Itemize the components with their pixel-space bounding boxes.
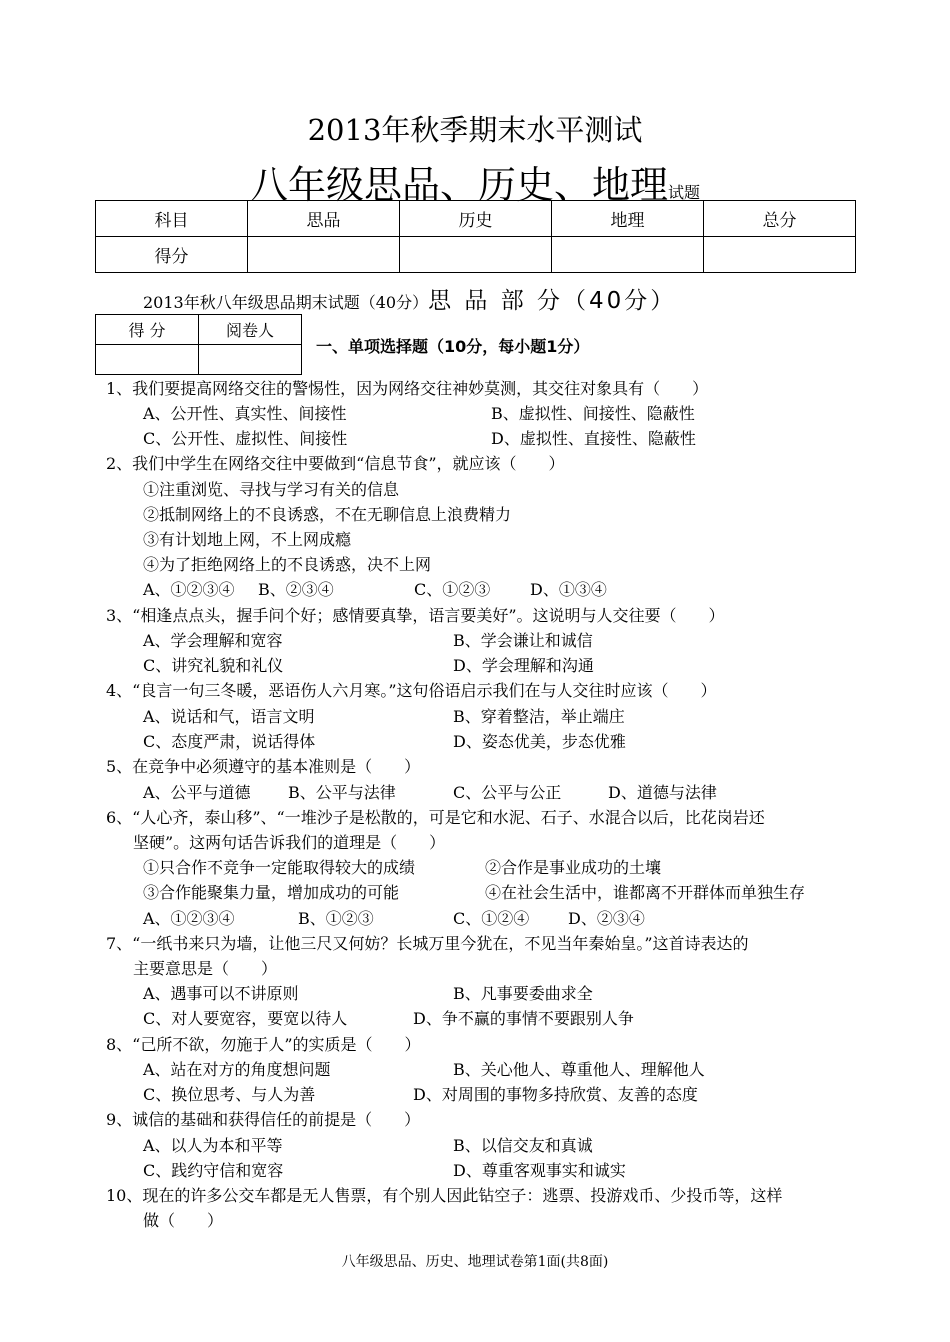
question-line: B、以信交友和真诚: [453, 1136, 593, 1155]
question-line: 8、“己所不欲，勿施于人”的实质是（ ）: [106, 1035, 421, 1054]
question-line: ③合作能聚集力量，增加成功的可能: [143, 883, 400, 902]
score-cell[interactable]: [704, 237, 856, 273]
question-line: D、对周围的事物多持欣赏、友善的态度: [413, 1085, 698, 1104]
question-line: ②抵制网络上的不良诱惑，不在无聊信息上浪费精力: [143, 505, 512, 524]
question-line: C、换位思考、与人为善: [143, 1085, 316, 1104]
question-line: ③有计划地上网，不上网成瘾: [143, 530, 352, 549]
question-line: C、①②④: [453, 909, 530, 928]
question-line: ①注重浏览、寻找与学习有关的信息: [143, 480, 400, 499]
question-line: A、以人为本和平等: [143, 1136, 283, 1155]
question-line: A、①②③④: [143, 909, 235, 928]
question-line: 9、诚信的基础和获得信任的前提是（ ）: [106, 1110, 421, 1129]
grader-name-label: 阅卷人: [199, 315, 302, 345]
score-cell[interactable]: [400, 237, 552, 273]
question-line: C、讲究礼貌和礼仪: [143, 656, 284, 675]
section-title: 思 品 部 分（40分）: [428, 288, 677, 314]
question-line: D、虚拟性、直接性、隐蔽性: [491, 429, 696, 448]
question-line: C、公开性、虚拟性、间接性: [143, 429, 348, 448]
question-line: B、①②③: [298, 909, 374, 928]
question-line: B、②③④: [258, 580, 334, 599]
question-line: C、态度严肃，说话得体: [143, 732, 316, 751]
score-cell[interactable]: [248, 237, 400, 273]
question-line: 主要意思是（ ）: [133, 959, 278, 978]
question-line: B、凡事要委曲求全: [453, 984, 593, 1003]
question-line: D、①③④: [530, 580, 607, 599]
question-line: A、说话和气，语言文明: [143, 707, 315, 726]
question-line: D、尊重客观事实和诚实: [453, 1161, 626, 1180]
question-line: 5、在竞争中必须遵守的基本准则是（ ）: [106, 757, 421, 776]
question-line: 1、我们要提高网络交往的警惕性，因为网络交往神妙莫测，其交往对象具有（ ）: [106, 379, 709, 398]
question-line: B、穿着整洁，举止端庄: [453, 707, 625, 726]
section-heading: [143, 282, 676, 315]
score-header-cell: 历史: [400, 201, 552, 237]
score-header-cell: 总分: [704, 201, 856, 237]
question-line: 3、“相逢点点头，握手问个好；感情要真挚，语言要美好”。这说明与人交往要（ ）: [106, 606, 725, 625]
grader-input-row: [96, 345, 302, 375]
question-line: 做（ ）: [143, 1211, 224, 1230]
question-line: ④为了拒绝网络上的不良诱惑，决不上网: [143, 555, 432, 574]
question-line: D、争不赢的事情不要跟别人争: [413, 1009, 634, 1028]
score-table: [95, 200, 856, 273]
exam-subtitle-main: 八年级思品、历史、地理: [249, 163, 668, 207]
score-cell[interactable]: [552, 237, 704, 273]
score-table-header-row: [96, 201, 856, 237]
question-line: D、②③④: [568, 909, 645, 928]
question-line: A、公平与道德: [143, 783, 251, 802]
page-footer: 八年级思品、历史、地理试卷第1面(共8面): [341, 1254, 609, 1270]
question-line: ①只合作不竞争一定能取得较大的成绩: [143, 858, 416, 877]
question-line: A、站在对方的角度想问题: [143, 1060, 331, 1079]
question-line: 4、“良言一句三冬暖，恶语伤人六月寒。”这句俗语启示我们在与人交往时应该（ ）: [106, 681, 717, 700]
question-line: C、①②③: [414, 580, 491, 599]
question-line: C、公平与公正: [453, 783, 562, 802]
grader-name-cell[interactable]: [199, 345, 302, 375]
question-line: A、公开性、真实性、间接性: [143, 404, 347, 423]
exam-title: 2013年秋季期末水平测试: [307, 113, 643, 147]
question-line: D、道德与法律: [608, 783, 717, 802]
question-line: A、学会理解和宽容: [143, 631, 283, 650]
question-line: ④在社会生活中，谁都离不开群体而单独生存: [485, 883, 806, 902]
question-line: B、公平与法律: [288, 783, 396, 802]
exam-subtitle-suffix: 试题: [668, 183, 701, 202]
question-line: C、践约守信和宽容: [143, 1161, 284, 1180]
score-table-score-row: [96, 237, 856, 273]
section-prefix: 2013年秋八年级思品期末试题（40分）: [143, 293, 429, 312]
question-line: 6、“人心齐，泰山移”、“一堆沙子是松散的，可是它和水泥、石子、水混合以后，比花岗岩还: [106, 808, 765, 827]
part1-title: 一、单项选择题（10分，每小题1分）: [316, 337, 590, 356]
question-line: ②合作是事业成功的土壤: [485, 858, 662, 877]
grader-header-row: [96, 315, 302, 345]
question-line: D、学会理解和沟通: [453, 656, 594, 675]
score-header-cell: 思品: [248, 201, 400, 237]
score-header-cell: 科目: [96, 201, 248, 237]
question-line: B、虚拟性、间接性、隐蔽性: [491, 404, 695, 423]
grader-score-cell[interactable]: [96, 345, 199, 375]
score-header-cell: 地理: [552, 201, 704, 237]
question-line: B、关心他人、尊重他人、理解他人: [453, 1060, 705, 1079]
question-line: B、学会谦让和诚信: [453, 631, 593, 650]
grader-table: [95, 314, 302, 375]
question-line: D、姿态优美，步态优雅: [453, 732, 626, 751]
question-line: 10、现在的许多公交车都是无人售票，有个别人因此钻空子：逃票、投游戏币、少投币等，这样: [106, 1186, 783, 1205]
question-line: A、遇事可以不讲原则: [143, 984, 299, 1003]
score-row-label: 得分: [96, 237, 248, 273]
question-line: A、①②③④: [143, 580, 235, 599]
question-line: 2、我们中学生在网络交往中要做到“信息节食”，就应该（ ）: [106, 454, 565, 473]
grader-score-label: 得 分: [96, 315, 199, 345]
question-line: 7、“一纸书来只为墙，让他三尺又何妨？长城万里今犹在，不见当年秦始皇。”这首诗表达的: [106, 934, 749, 953]
question-line: 坚硬”。这两句话告诉我们的道理是（ ）: [133, 833, 446, 852]
question-line: C、对人要宽容，要宽以待人: [143, 1009, 348, 1028]
